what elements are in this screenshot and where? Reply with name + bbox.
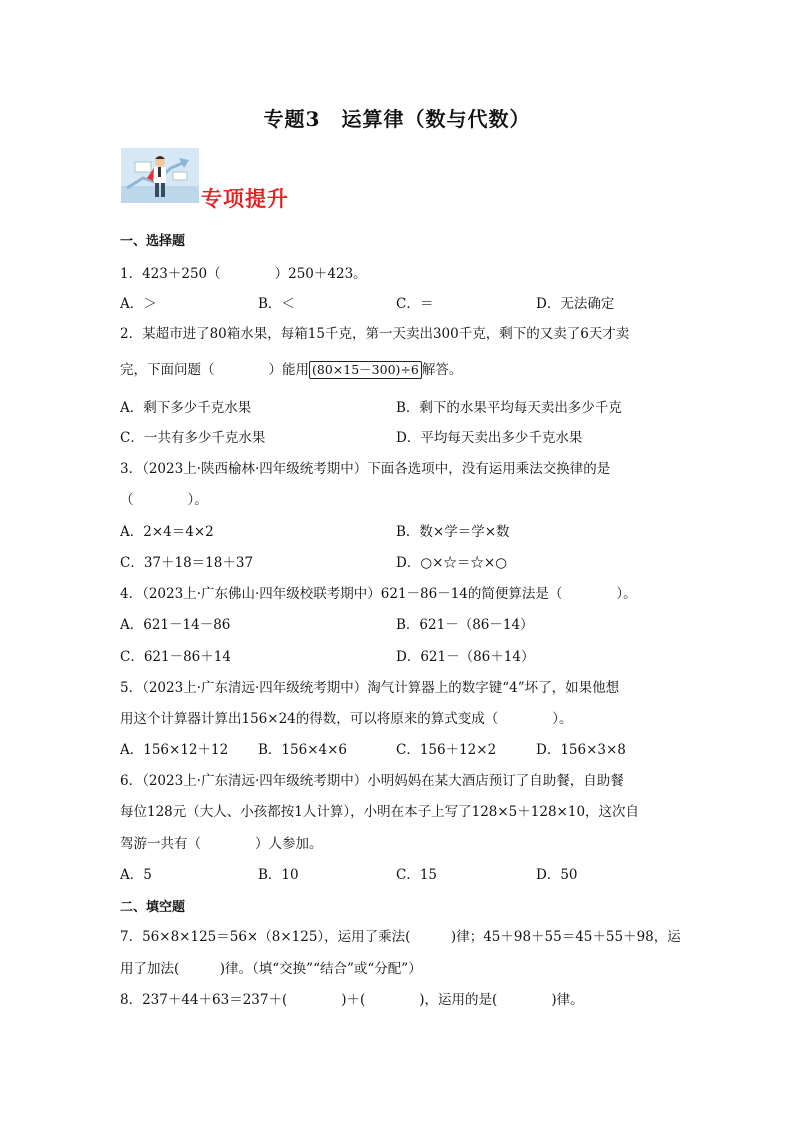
section-heading-fill: 二、填空题: [120, 900, 186, 915]
question-7-line1: 7．56×8×125＝56×（8×125），运用了乘法( )律；45＋98＋55＝45＋55＋98，运: [120, 929, 681, 945]
q1-option-d: D．无法确定: [536, 296, 615, 312]
q2-option-a: A．剩下多少千克水果: [120, 400, 252, 416]
q2-stem-text: 完，下面问题（ ）能用: [120, 362, 309, 378]
banner-illustration-icon: [121, 148, 199, 203]
page-title: 专题3 运算律（数与代数）: [263, 107, 531, 131]
question-1-stem: 1．423＋250（ ）250＋423。: [120, 266, 367, 282]
question-5-stem-line1: 5．（2023上·广东清远·四年级统考期中）淘气计算器上的数字键“4”坏了，如果他想: [120, 680, 620, 696]
q3-option-d: D．○×☆＝☆×○: [396, 555, 508, 571]
q2-option-b: B．剩下的水果平均每天卖出多少千克: [396, 400, 622, 416]
question-2-stem-line2: [120, 358, 462, 379]
question-3-stem-line1: 3．（2023上·陕西榆林·四年级统考期中）下面各选项中，没有运用乘法交换律的是: [120, 461, 611, 477]
q4-option-a: A．621－14－86: [120, 617, 231, 633]
q6-option-a: A．5: [120, 867, 152, 883]
q4-option-d: D．621－（86＋14）: [396, 649, 535, 665]
q2-formula: (80×15－300)÷6: [309, 361, 422, 379]
q3-option-b: B．数×学＝学×数: [396, 524, 510, 540]
q1-option-c: C．＝: [396, 296, 434, 312]
question-3-stem-line2: （ ）。: [120, 492, 208, 508]
q3-option-a: A．2×4＝4×2: [120, 524, 214, 540]
q3-option-c: C．37＋18＝18＋37: [120, 555, 254, 571]
q2-option-c: C．一共有多少千克水果: [120, 430, 266, 446]
question-2-stem-line1: 2．某超市进了80箱水果，每箱15千克，第一天卖出300千克，剩下的又卖了6天才卖: [120, 326, 630, 342]
q1-option-a: A．＞: [120, 296, 157, 312]
q1-option-b: B．＜: [258, 296, 295, 312]
q5-option-d: D．156×3×8: [536, 742, 626, 758]
question-5-stem-line2: 用这个计算器计算出156×24的得数，可以将原来的算式变成（ ）。: [120, 711, 573, 727]
q6-option-b: B．10: [258, 867, 299, 883]
q4-option-c: C．621－86＋14: [120, 649, 231, 665]
question-6-stem-line3: 驾游一共有（ ）人参加。: [120, 836, 323, 852]
section-heading-choice: 一、选择题: [120, 234, 186, 249]
banner-label: 专项提升: [201, 186, 289, 211]
q2-stem-tail: 解答。: [421, 362, 463, 378]
q5-option-a: A．156×12＋12: [120, 742, 229, 758]
question-7-line2: 用了加法( )律。（填“交换”“结合”或“分配”）: [120, 961, 422, 977]
question-6-stem-line1: 6．（2023上·广东清远·四年级统考期中）小明妈妈在某大酒店预订了自助餐，自助餐: [120, 773, 624, 789]
question-4-stem: 4．（2023上·广东佛山·四年级校联考期中）621－86－14的简便算法是（ ）。: [120, 586, 637, 602]
q6-option-c: C．15: [396, 867, 438, 883]
q5-option-c: C．156＋12×2: [396, 742, 497, 758]
q5-option-b: B．156×4×6: [258, 742, 347, 758]
q2-option-d: D．平均每天卖出多少千克水果: [396, 430, 583, 446]
q6-option-d: D．50: [536, 867, 578, 883]
q4-option-b: B．621－（86－14）: [396, 617, 534, 633]
question-8-line1: 8．237＋44＋63＝237＋( )＋( )，运用的是( )律。: [120, 992, 584, 1008]
question-6-stem-line2: 每位128元（大人、小孩都按1人计算），小明在本子上写了128×5＋128×10，这次自: [120, 804, 640, 820]
